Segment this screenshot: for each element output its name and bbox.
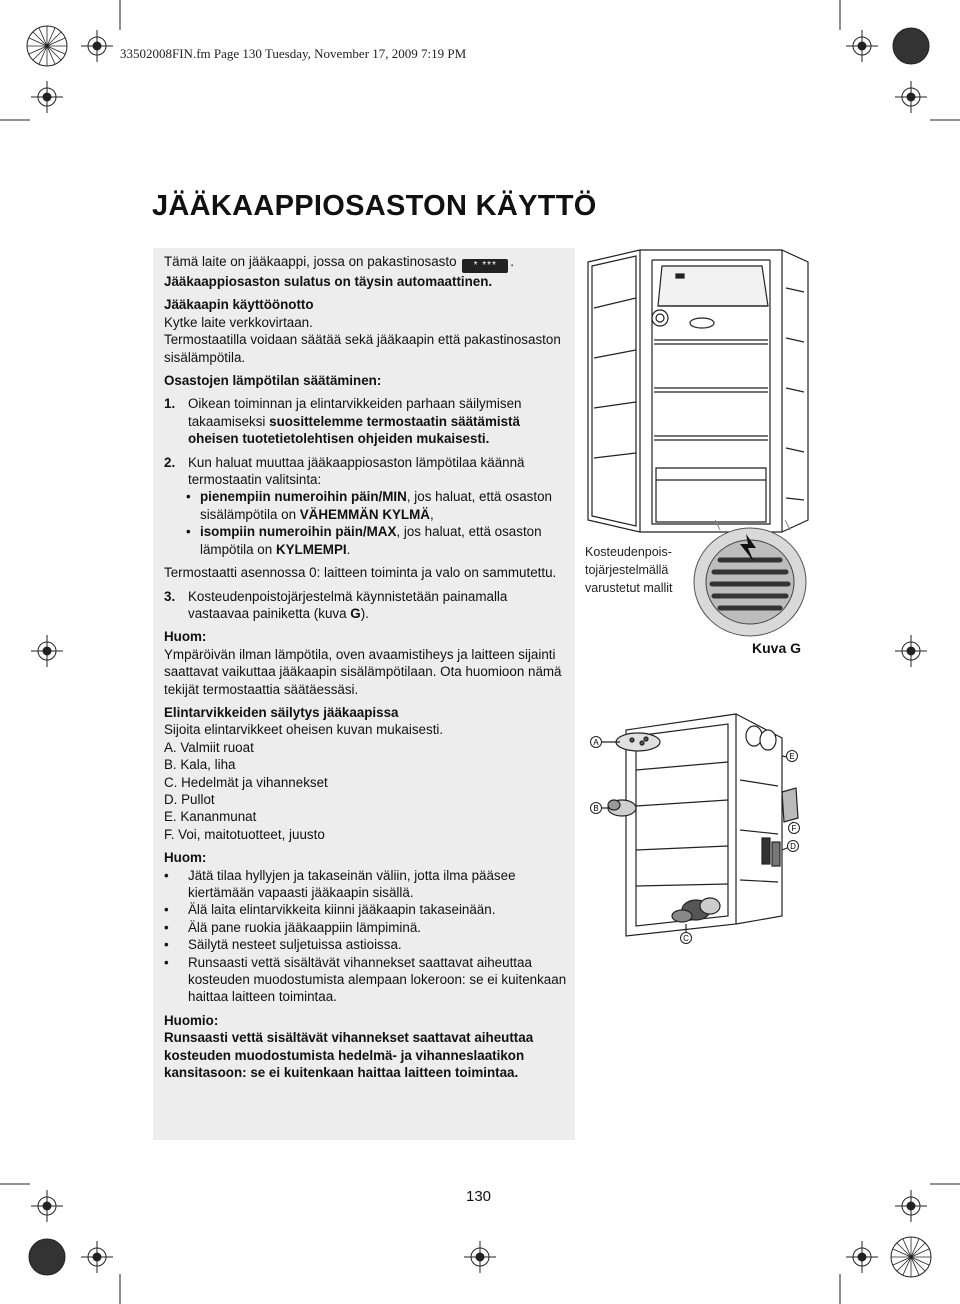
temp-heading: Osastojen lämpötilan säätäminen: bbox=[164, 373, 382, 389]
bullet-icon: • bbox=[164, 919, 169, 935]
note2-bullet bbox=[164, 936, 569, 953]
crosshair-icon bbox=[81, 1241, 113, 1273]
note2-heading: Huom: bbox=[164, 850, 207, 866]
bullet-text: , jos haluat, että osaston sisälämpötila on bbox=[200, 489, 552, 522]
dot-icon bbox=[29, 1239, 65, 1275]
figure-side-caption: Kosteudenpois-tojärjestelmällä varustetut mallit bbox=[585, 545, 673, 595]
bullet-icon: • bbox=[164, 954, 169, 970]
freezer-star-icon: * *** bbox=[462, 259, 508, 273]
intro-defrost: Jääkaappiosaston sulatus on täysin automaattinen. bbox=[164, 274, 493, 289]
intro-text: Tämä laite on jääkaappi, jossa on pakastinosasto bbox=[164, 254, 457, 269]
step-3 bbox=[164, 588, 569, 623]
zone-letter-a: A bbox=[593, 738, 599, 747]
bullet-text: Älä pane ruokia jääkaappiin lämpiminä. bbox=[188, 919, 421, 935]
note1-heading: Huom: bbox=[164, 629, 207, 645]
bullet-text: , jos haluat, että osaston lämpötila on bbox=[200, 524, 542, 557]
step-text: Kun haluat muuttaa jääkaappiosaston lämpötilaa käännä termostaatin valitsinta: bbox=[188, 454, 525, 488]
intro-line bbox=[164, 253, 569, 273]
page-title: JÄÄKAAPPIOSASTON KÄYTTÖ bbox=[152, 190, 597, 222]
bullet-bold: KYLMEMPI bbox=[275, 541, 347, 557]
storage-item: B. Kala, liha bbox=[164, 757, 236, 773]
crosshair-icon bbox=[895, 1190, 927, 1222]
note2-bullet bbox=[164, 954, 569, 1006]
zone-letter-e: E bbox=[789, 752, 795, 761]
bullet-icon: • bbox=[164, 867, 169, 883]
note2-bullet bbox=[164, 919, 569, 936]
bullet-text: Runsaasti vettä sisältävät vihannekset saattavat aiheuttaa kosteuden muodostumista alempaan lokeroon: se ei kuitenkaan haittaa laitteen toimintaa. bbox=[188, 954, 567, 1005]
crosshair-icon bbox=[81, 30, 113, 62]
storage-item: A. Valmiit ruoat bbox=[164, 739, 254, 755]
crosshair-icon bbox=[895, 635, 927, 667]
note2-bullet bbox=[164, 901, 569, 918]
storage-item: C. Hedelmät ja vihannekset bbox=[164, 774, 328, 790]
step-text: ). bbox=[360, 605, 369, 621]
print-slug: 33502008FIN.fm Page 130 Tuesday, November 17, 2009 7:19 PM bbox=[120, 46, 467, 61]
crosshair-icon bbox=[31, 81, 63, 113]
note3-text: Runsaasti vettä sisältävät vihannekset saattavat aiheuttaa kosteuden muodostumista hedelmä- ja vihanneslaatikon kansitasoon: se ei kuitenkaan haittaa laitteen toimintaa. bbox=[164, 1030, 534, 1081]
step-number: 1. bbox=[164, 396, 176, 412]
bullet-bold: pienempiin numeroihin päin/MIN bbox=[200, 489, 407, 505]
step-2 bbox=[164, 454, 569, 489]
step-1 bbox=[164, 395, 569, 447]
bullet-bold: isompiin numeroihin päin/MAX bbox=[200, 524, 397, 540]
bullet-icon: • bbox=[164, 937, 169, 953]
page-number: 130 bbox=[466, 1188, 492, 1205]
step-2-bullet bbox=[164, 523, 569, 558]
bullet-icon: • bbox=[186, 489, 191, 505]
startup-heading: Jääkaapin käyttöönotto bbox=[164, 297, 314, 313]
step-number: 2. bbox=[164, 454, 176, 470]
note3-heading: Huomio: bbox=[164, 1012, 219, 1028]
intro-period: . bbox=[510, 254, 515, 269]
starburst-icon bbox=[891, 1237, 931, 1277]
dehumidifier-illustration bbox=[690, 520, 810, 640]
step-text-bold: G bbox=[350, 605, 361, 621]
fridge-open-illustration bbox=[582, 248, 812, 538]
zone-letter-b: B bbox=[593, 804, 599, 813]
crosshair-icon bbox=[31, 635, 63, 667]
storage-intro: Sijoita elintarvikkeet oheisen kuvan mukaisesti. bbox=[164, 722, 444, 738]
crosshair-icon bbox=[846, 1241, 878, 1273]
bullet-text: , bbox=[429, 506, 434, 522]
bullet-icon: • bbox=[186, 524, 191, 540]
crosshair-icon bbox=[846, 30, 878, 62]
note1-text: Ympäröivän ilman lämpötila, oven avaamistiheys ja laitteen sijainti saattavat vaikuttaa jääkaapin sisälämpötilaan. Ota huomioon nämä tekijät termostaattia säätäessäsi. bbox=[164, 646, 562, 697]
storage-zones-illustration bbox=[586, 710, 812, 946]
note2-bullet bbox=[164, 867, 569, 902]
storage-heading: Elintarvikkeiden säilytys jääkaapissa bbox=[164, 704, 399, 720]
zone-letter-d: D bbox=[790, 842, 796, 851]
step-2-bullet bbox=[164, 488, 569, 523]
zone-letter-f: F bbox=[791, 824, 797, 833]
storage-item: E. Kananmunat bbox=[164, 809, 257, 825]
step-text-bold: suosittelemme termostaatin säätämistä oheisen tuotetietolehtisen ohjeiden mukaisesti. bbox=[188, 413, 520, 447]
bullet-text: Älä laita elintarvikkeita kiinni jääkaapin takaseinään. bbox=[188, 902, 496, 918]
bullet-text: . bbox=[346, 541, 351, 557]
crosshair-icon bbox=[464, 1241, 496, 1273]
starburst-icon bbox=[27, 26, 67, 66]
startup-line2: Termostaatilla voidaan säätää sekä jääkaapin että pakastinosaston sisälämpötila. bbox=[164, 332, 561, 365]
figure-label: Kuva G bbox=[752, 640, 802, 656]
step-number: 3. bbox=[164, 588, 176, 604]
bullet-icon: • bbox=[164, 902, 169, 918]
main-text bbox=[164, 253, 569, 1081]
crosshair-icon bbox=[895, 81, 927, 113]
thermostat-note: Termostaatti asennossa 0: laitteen toiminta ja valo on sammutettu. bbox=[164, 565, 557, 581]
crosshair-icon bbox=[31, 1190, 63, 1222]
storage-item: F. Voi, maitotuotteet, juusto bbox=[164, 826, 325, 842]
step-text: Oikean toiminnan ja elintarvikkeiden parhaan säilymisen takaamiseksi bbox=[188, 396, 522, 429]
storage-item: D. Pullot bbox=[164, 791, 215, 807]
bullet-text: Jätä tilaa hyllyjen ja takaseinän väliin, jotta ilma pääsee kiertämään vapaasti jääkaapin sisällä. bbox=[188, 867, 516, 900]
startup-line1: Kytke laite verkkovirtaan. bbox=[164, 314, 313, 330]
dot-icon bbox=[893, 28, 929, 64]
zone-letter-c: C bbox=[683, 934, 689, 943]
step-text: Kosteudenpoistojärjestelmä käynnistetään painamalla vastaavaa painiketta (kuva bbox=[188, 588, 508, 621]
bullet-bold: VÄHEMMÄN KYLMÄ bbox=[299, 506, 430, 522]
bullet-text: Säilytä nesteet suljetuissa astioissa. bbox=[188, 937, 402, 953]
